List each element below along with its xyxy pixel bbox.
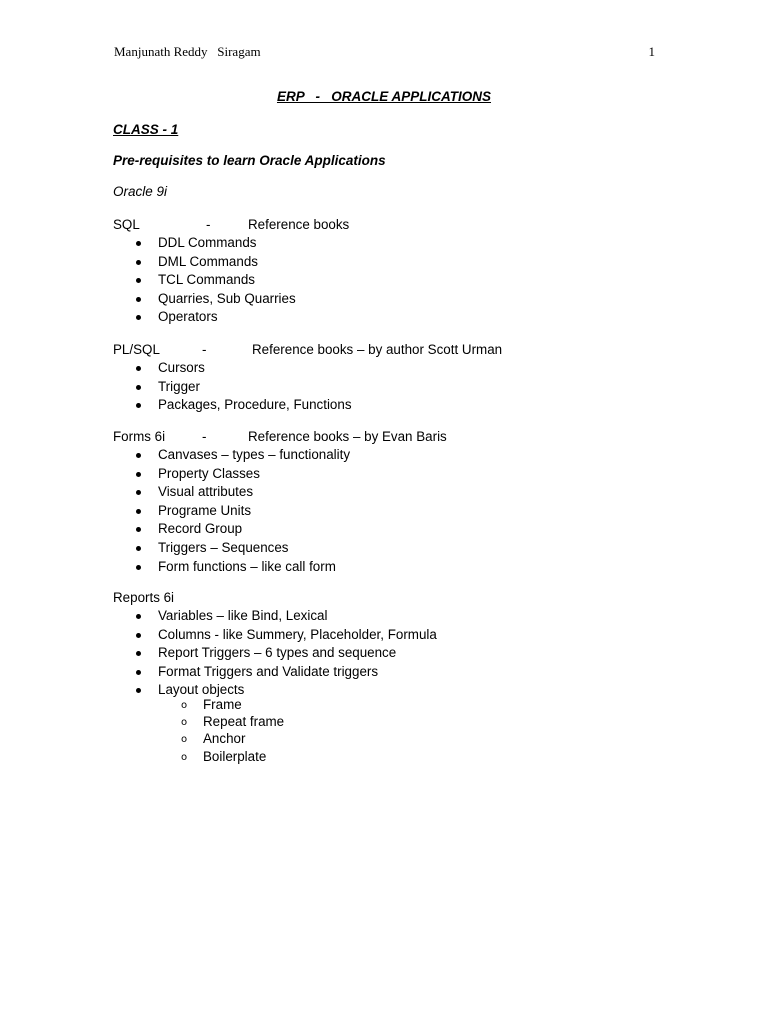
bullet-icon xyxy=(136,366,141,371)
class-title: CLASS - 1 xyxy=(113,122,179,137)
sql-topic-list xyxy=(113,234,296,327)
list-item: Variables – like Bind, Lexical xyxy=(113,607,437,626)
subtitle: Pre-requisites to learn Oracle Applications xyxy=(113,153,386,168)
list-item: Quarries, Sub Quarries xyxy=(113,290,296,309)
section-plsql-heading xyxy=(113,341,503,359)
sub-list-item: o Anchor xyxy=(113,730,437,747)
circle-bullet-icon: o xyxy=(181,717,188,729)
bullet-icon xyxy=(136,472,141,477)
bullet-icon xyxy=(136,546,141,551)
section-reference: Reference books xyxy=(248,217,350,232)
plsql-topic-list xyxy=(113,359,352,415)
circle-bullet-icon: o xyxy=(181,699,188,711)
list-item: Programe Units xyxy=(113,502,350,521)
bullet-icon xyxy=(136,614,141,619)
bullet-icon xyxy=(136,509,141,514)
bullet-icon xyxy=(136,453,141,458)
bullet-icon xyxy=(136,633,141,638)
section-plsql xyxy=(113,341,503,415)
list-item: Operators xyxy=(113,308,296,327)
circle-bullet-icon: o xyxy=(181,751,188,763)
list-item: Form functions – like call form xyxy=(113,558,350,577)
list-item: Visual attributes xyxy=(113,483,350,502)
section-sql-heading xyxy=(113,216,350,234)
header-author: Manjunath Reddy Siragam xyxy=(114,44,261,59)
list-item: Trigger xyxy=(113,378,352,397)
bullet-icon xyxy=(136,403,141,408)
layout-objects-list xyxy=(113,696,437,765)
section-reference: Reference books – by author Scott Urman xyxy=(252,342,503,357)
page-number: 1 xyxy=(648,44,655,59)
section-dash: - xyxy=(202,342,207,357)
list-item: Packages, Procedure, Functions xyxy=(113,396,352,415)
forms-topic-list xyxy=(113,446,350,576)
section-dash: - xyxy=(206,217,211,232)
section-sql xyxy=(113,216,350,327)
list-item: Format Triggers and Validate triggers xyxy=(113,663,437,682)
sub-list-item: o Boilerplate xyxy=(113,748,437,765)
list-item: Columns - like Summery, Placeholder, Formula xyxy=(113,626,437,645)
bullet-icon xyxy=(136,315,141,320)
list-item: Record Group xyxy=(113,520,350,539)
section-name: Forms 6i xyxy=(113,429,166,444)
section-reference: Reference books – by Evan Baris xyxy=(248,429,447,444)
list-item: Triggers – Sequences xyxy=(113,539,350,558)
list-item: Layout objects xyxy=(113,681,437,700)
section-name: Reports 6i xyxy=(113,590,175,605)
section-reports-heading xyxy=(113,589,437,607)
bullet-icon xyxy=(136,565,141,570)
document-title: ERP - ORACLE APPLICATIONS xyxy=(276,89,491,104)
section-forms xyxy=(113,428,447,576)
bullet-icon xyxy=(136,278,141,283)
sub-list-item: o Repeat frame xyxy=(113,713,437,730)
section-name: PL/SQL xyxy=(113,342,160,357)
section-reports xyxy=(113,589,437,765)
list-item: TCL Commands xyxy=(113,271,296,290)
bullet-icon xyxy=(136,527,141,532)
list-item: DML Commands xyxy=(113,253,296,272)
bullet-icon xyxy=(136,385,141,390)
list-item: Report Triggers – 6 types and sequence xyxy=(113,644,437,663)
bullet-icon xyxy=(136,651,141,656)
list-item: Cursors xyxy=(113,359,352,378)
bullet-icon xyxy=(136,297,141,302)
section-forms-heading xyxy=(113,428,447,446)
bullet-icon xyxy=(136,670,141,675)
page-header xyxy=(114,44,655,62)
oracle-version: Oracle 9i xyxy=(113,184,168,199)
list-item: DDL Commands xyxy=(113,234,296,253)
sub-list-item: o Frame xyxy=(113,696,437,713)
reports-topic-list xyxy=(113,607,437,700)
list-item: Canvases – types – functionality xyxy=(113,446,350,465)
section-name: SQL xyxy=(113,217,140,232)
circle-bullet-icon: o xyxy=(181,734,188,746)
section-dash: - xyxy=(202,429,207,444)
bullet-icon xyxy=(136,688,141,693)
bullet-icon xyxy=(136,241,141,246)
bullet-icon xyxy=(136,260,141,265)
list-item: Property Classes xyxy=(113,465,350,484)
bullet-icon xyxy=(136,490,141,495)
